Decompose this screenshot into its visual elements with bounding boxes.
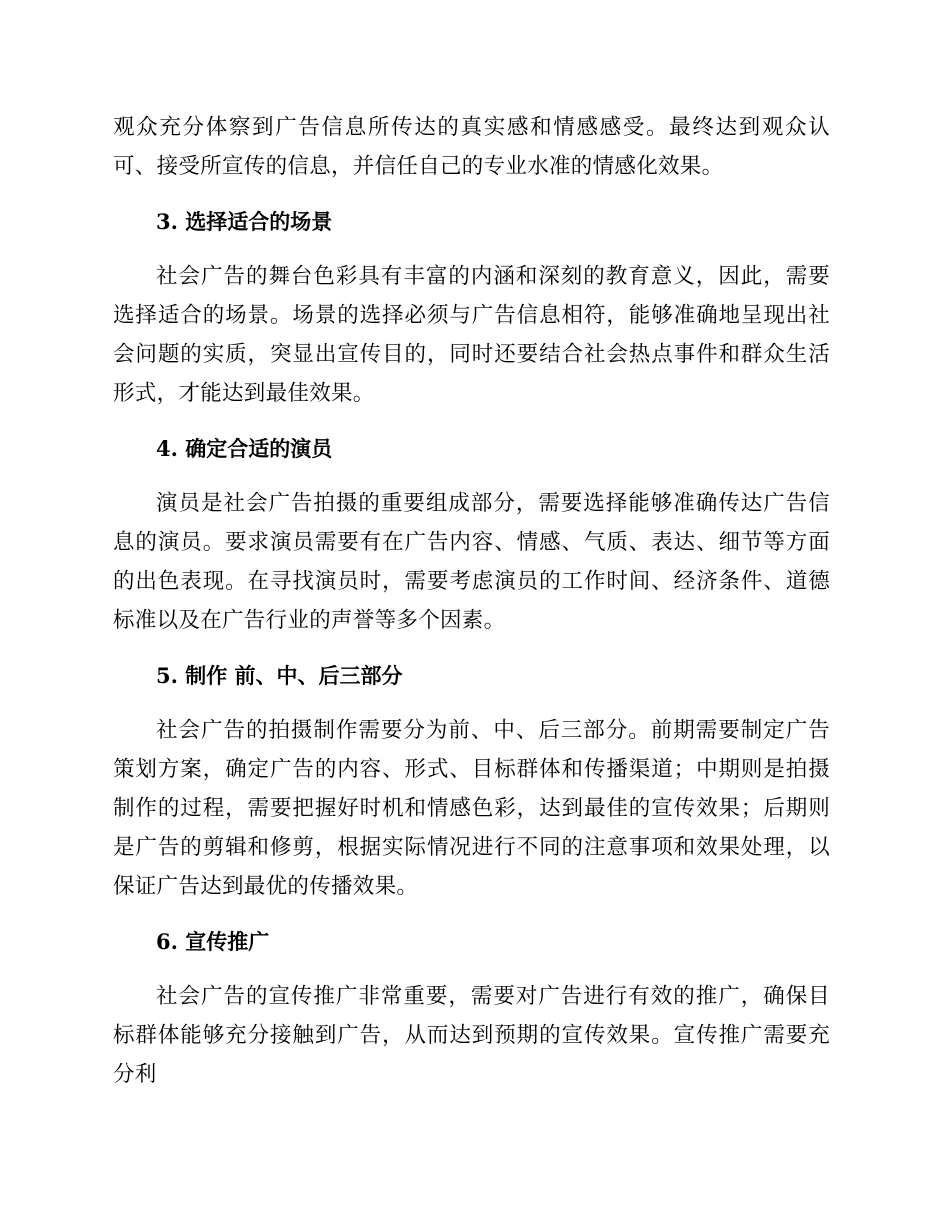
section-heading-5: 5. 制作 前、中、后三部分: [156, 663, 403, 688]
section-body-5: 社会广告的拍摄制作需要分为前、中、后三部分。前期需要制定广告策划方案，确定广告的内容、形式、目标群体和传播渠道；中期则是拍摄制作的过程，需要把握好时机和情感色彩，达到最佳的宣传效果；后期则是广告的剪辑和修剪，根据实际情况进行不同的注意事项和效果处理，以保证广告达到最优的传播效果。: [113, 718, 830, 899]
section-heading-4: 4. 确定合适的演员: [156, 436, 333, 461]
section-heading-6: 6. 宣传推广: [156, 929, 270, 954]
document-page: [113, 108, 830, 1094]
section-heading-3: 3. 选择适合的场景: [156, 209, 333, 234]
section-body-4: 演员是社会广告拍摄的重要组成部分，需要选择能够准确传达广告信息的演员。要求演员需要有在广告内容、情感、气质、表达、细节等方面的出色表现。在寻找演员时，需要考虑演员的工作时间、经济条件、道德标准以及在广告行业的声誉等多个因素。: [113, 491, 830, 633]
section-body-3: 社会广告的舞台色彩具有丰富的内涵和深刻的教育意义，因此，需要选择适合的场景。场景的选择必须与广告信息相符，能够准确地呈现出社会问题的实质，突显出宣传目的，同时还要结合社会热点事件和群众生活形式，才能达到最佳效果。: [113, 264, 830, 406]
section-body-6: 社会广告的宣传推广非常重要，需要对广告进行有效的推广，确保目标群体能够充分接触到广告，从而达到预期的宣传效果。宣传推广需要充分利: [113, 984, 830, 1087]
intro-paragraph: 观众充分体察到广告信息所传达的真实感和情感感受。最终达到观众认可、接受所宣传的信息，并信任自己的专业水准的情感化效果。: [113, 115, 830, 179]
